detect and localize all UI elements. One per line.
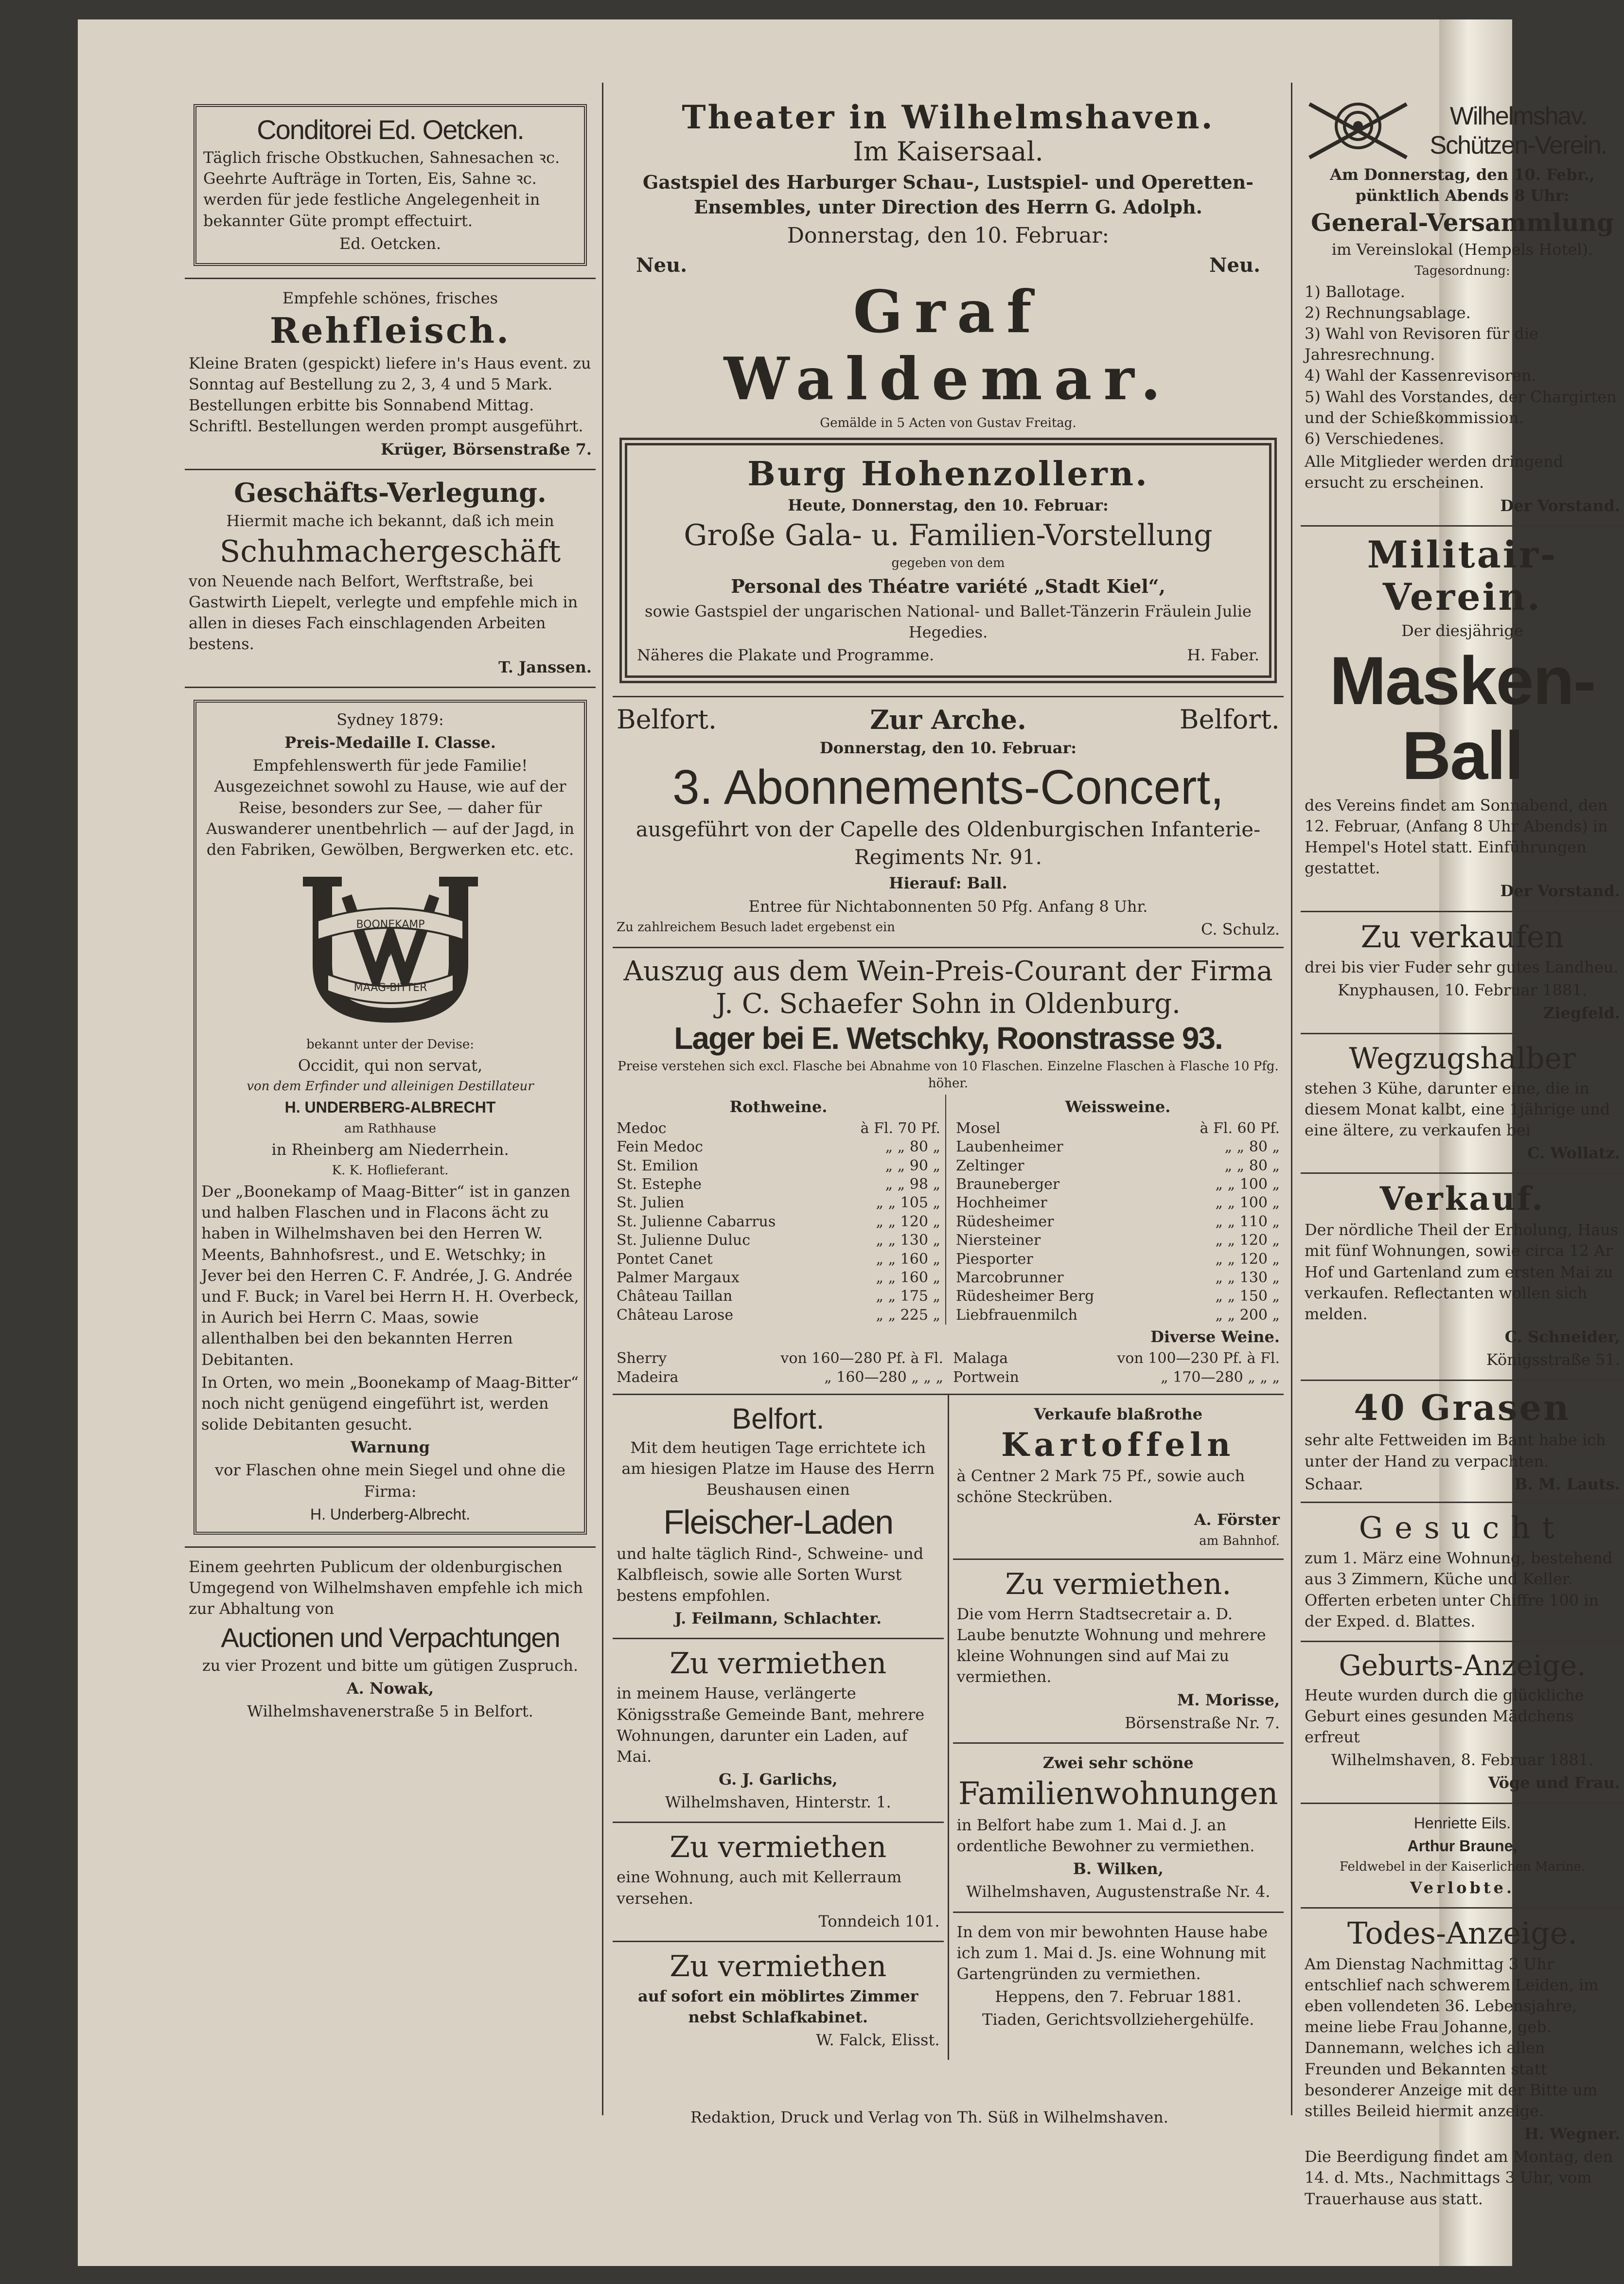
ad-motto: Occidit, qui non servat, bbox=[298, 1056, 483, 1075]
ad-geburt bbox=[1301, 1642, 1624, 1804]
wine-price: „ 170—280 „ „ „ bbox=[1161, 1368, 1280, 1386]
ad-nowak bbox=[185, 1548, 596, 1731]
column-rule bbox=[1291, 83, 1292, 2115]
ad-title: Auctionen und Verpachtungen bbox=[221, 1622, 560, 1653]
ad-line: Hiermit mache ich bekannt, daß ich mein bbox=[226, 511, 554, 530]
wine-row bbox=[956, 1287, 1280, 1306]
ad-title: Militair-Verein. bbox=[1367, 532, 1558, 619]
ad-title: 40 Grasen bbox=[1354, 1386, 1571, 1428]
ad-sign: C. Schneider, bbox=[1504, 1328, 1620, 1346]
ad-invite: Zu zahlreichem Besuch ladet ergebenst ein bbox=[617, 920, 895, 935]
ad-loc: K. K. Hoflieferant. bbox=[332, 1163, 449, 1178]
ad-loc: am Rathhause bbox=[344, 1121, 436, 1136]
ad-body: à Centner 2 Mark 75 Pf., sowie auch schöne Steckrüben. bbox=[956, 1467, 1245, 1506]
ad-familien bbox=[953, 1744, 1284, 1913]
wine-row bbox=[617, 1213, 940, 1231]
ad-date: Heppens, den 7. Februar 1881. bbox=[995, 1987, 1242, 2006]
list-head: Diverse Weine. bbox=[1150, 1328, 1280, 1346]
ad-sign: Vöge und Frau. bbox=[1488, 1773, 1620, 1792]
ad-title: Verkauf. bbox=[1379, 1180, 1545, 1218]
ad-title: Familienwohnungen bbox=[958, 1776, 1278, 1812]
ad-intro: Verkaufe blaßrothe bbox=[1034, 1405, 1203, 1424]
ad-play: Graf Waldemar. bbox=[724, 277, 1173, 413]
ad-title: Rehfleisch. bbox=[269, 310, 511, 352]
ad-title: Theater in Wilhelmshaven. bbox=[682, 98, 1215, 136]
ad-sign: G. J. Garlichs, bbox=[718, 1770, 838, 1789]
wine-row bbox=[617, 1194, 940, 1212]
ad-title: Zu vermiethen bbox=[670, 1949, 887, 1984]
wine-row bbox=[617, 1138, 940, 1156]
ad-verkauf bbox=[1301, 1174, 1624, 1381]
wine-row bbox=[956, 1213, 1280, 1231]
wine-price: „ „ 80 „ bbox=[1224, 1157, 1280, 1174]
wine-price: „ „ 120 „ bbox=[876, 1213, 940, 1230]
agenda-item: 3) Wahl von Revisoren für die Jahresrechnung. bbox=[1305, 324, 1538, 364]
wine-name: St. Julienne Duluc bbox=[617, 1232, 750, 1249]
wine-price: „ „ 80 „ bbox=[1224, 1138, 1280, 1156]
ad-title: Fleischer-Laden bbox=[663, 1503, 893, 1541]
ad-desc: Gemälde in 5 Acten von Gustav Freitag. bbox=[820, 415, 1077, 430]
ad-agenda: Tagesordnung: bbox=[1414, 263, 1510, 278]
agenda-item: 6) Verschiedenes. bbox=[1305, 429, 1445, 448]
wine-price: von 100—230 Pf. à Fl. bbox=[1117, 1350, 1280, 1367]
ad-sign: B. Wilken, bbox=[1073, 1859, 1164, 1878]
ad-sign: Der Vorstand. bbox=[1500, 496, 1620, 515]
ad-sub: Der diesjährige bbox=[1401, 621, 1523, 640]
ad-place: Knyphausen, 10. Februar 1881. bbox=[1338, 981, 1587, 1000]
ad-head: Sydney 1879: bbox=[336, 710, 444, 729]
ad-big: Schuhmachergeschäft bbox=[219, 533, 561, 569]
ad-gesucht bbox=[1301, 1503, 1624, 1642]
column-2 bbox=[613, 92, 1284, 2120]
wine-row bbox=[617, 1349, 943, 1368]
ad-title: Todes-Anzeige. bbox=[1347, 1915, 1577, 1951]
ad-sign: Tiaden, Gerichtsvollziehergehülfe. bbox=[982, 2010, 1254, 2029]
ad-schuetzen bbox=[1301, 92, 1624, 527]
wine-row bbox=[617, 1269, 940, 1287]
ad-neu: Neu. bbox=[636, 253, 688, 277]
wine-row bbox=[617, 1306, 940, 1325]
ad-warn: Warnung bbox=[351, 1438, 430, 1457]
wine-name: St. Estephe bbox=[617, 1175, 702, 1193]
lower-column-2 bbox=[613, 1395, 1284, 2060]
logo-band: OF bbox=[383, 948, 397, 960]
ad-intro: Zwei sehr schöne bbox=[1042, 1753, 1194, 1772]
ad-note: Preise verstehen sich excl. Flasche bei Abnahme von 10 Flaschen. Einzelne Flaschen à Flasche 10 Pfg. höher. bbox=[618, 1059, 1279, 1091]
ad-show: Große Gala- u. Familien-Vorstellung bbox=[684, 518, 1213, 553]
wine-price: „ „ 100 „ bbox=[1215, 1194, 1280, 1212]
ad-sign: J. Feilmann, Schlachter. bbox=[674, 1609, 882, 1628]
ad-entry: Entree für Nichtabonnenten 50 Pfg. Anfang 8 Uhr. bbox=[748, 897, 1148, 916]
ad-title: Geburts-Anzeige. bbox=[1339, 1649, 1586, 1682]
ad-addr: Tonndeich 101. bbox=[818, 1912, 940, 1930]
ad-by: gegeben von dem bbox=[891, 556, 1005, 571]
ad-body: in meinem Hause, verlängerte Königsstraße Gemeinde Bant, mehrere Wohnungen, darunter ein Laden, auf Mai. bbox=[617, 1684, 925, 1766]
ad-title: Zu vermiethen bbox=[670, 1647, 887, 1681]
ad-concert: 3. Abonnements-Concert, bbox=[672, 760, 1224, 815]
ad-fleischer bbox=[613, 1395, 944, 1639]
agenda-item: 2) Rechnungsablage. bbox=[1305, 303, 1471, 322]
ad-addr: Börsenstraße Nr. 7. bbox=[1125, 1713, 1280, 1732]
wine-price: „ „ 100 „ bbox=[1215, 1175, 1280, 1193]
wine-name: Laubenheimer bbox=[956, 1138, 1063, 1156]
wine-price: „ „ 120 „ bbox=[1215, 1232, 1280, 1249]
ad-title: Gesucht bbox=[1359, 1509, 1566, 1545]
wine-row bbox=[956, 1250, 1280, 1269]
ad-body: In Orten, wo mein „Boonekamp of Maag-Bitter“ noch nicht genügend eingeführt ist, werden solide Debitanten gesucht. bbox=[201, 1373, 579, 1434]
ad-wein bbox=[613, 948, 1284, 1395]
ad-body: eine Wohnung, auch mit Kellerraum versehen. bbox=[617, 1868, 902, 1908]
ad-sub: von dem Erfinder und alleinigen Destillateur bbox=[247, 1079, 534, 1094]
ad-body: Empfehlenswerth für jede Familie! Ausgezeichnet sowohl zu Hause, wie auf der Reise, besonders zur See, — daher für Auswanderer unentbehrlich — auf der Jagd, in den Fabriken, Gewölben, Bergwerken etc. etc. bbox=[206, 756, 575, 859]
ad-loc: im Vereinslokal (Hempels Hotel). bbox=[1331, 240, 1593, 259]
wine-price: „ „ 160 „ bbox=[876, 1250, 940, 1268]
wine-price: „ „ 80 „ bbox=[885, 1138, 940, 1156]
wine-price: „ „ 120 „ bbox=[1215, 1250, 1280, 1268]
ad-heppens bbox=[953, 1913, 1284, 2039]
ad-intro: Einem geehrten Publicum der oldenburgischen Umgegend von Wilhelmshaven empfehle ich mich zur Abhaltung von bbox=[189, 1558, 583, 1618]
wine-row bbox=[617, 1368, 943, 1387]
wine-row bbox=[956, 1119, 1280, 1138]
wine-name: Sherry bbox=[617, 1350, 667, 1367]
wine-name: Château Larose bbox=[617, 1306, 734, 1324]
ad-title: Burg Hohenzollern. bbox=[747, 454, 1149, 494]
wine-row bbox=[956, 1194, 1280, 1212]
ad-addr: Wilhelmshavenerstraße 5 in Belfort. bbox=[247, 1701, 533, 1720]
wine-price: „ „ 225 „ bbox=[876, 1306, 940, 1324]
ad-todes bbox=[1301, 1909, 1624, 2218]
newspaper-page bbox=[78, 19, 1620, 2266]
ad-title: Wegzugshalber bbox=[1349, 1041, 1576, 1076]
ad-title: Auszug aus dem Wein-Preis-Courant der Firma J. C. Schaefer Sohn in Oldenburg. bbox=[623, 956, 1273, 1020]
agenda-item: 1) Ballotage. bbox=[1305, 282, 1405, 301]
ad-title: Zu vermiethen bbox=[670, 1830, 887, 1865]
ad-note: Alle Mitglieder werden dringend ersucht zu erscheinen. bbox=[1305, 452, 1564, 492]
wine-name: Medoc bbox=[617, 1119, 667, 1137]
ad-place: Belfort. bbox=[732, 1402, 825, 1435]
ad-title: Zu verkaufen bbox=[1360, 919, 1564, 955]
ad-body: sehr alte Fettweiden im Bant habe ich unter der Hand zu verpachten. bbox=[1305, 1431, 1606, 1470]
wine-price: „ „ 160 „ bbox=[876, 1269, 940, 1286]
wine-name: Rüdesheimer Berg bbox=[956, 1288, 1094, 1305]
ad-body: stehen 3 Kühe, darunter eine, die in diesem Monat kalbt, eine 1jährige und eine ältere, zu verkaufen bei bbox=[1305, 1079, 1610, 1139]
wine-name: Piesporter bbox=[956, 1250, 1033, 1268]
crossed-rifles-icon bbox=[1305, 99, 1412, 162]
boonekamp-logo bbox=[288, 867, 493, 1027]
wine-name: Rüdesheimer bbox=[956, 1213, 1054, 1230]
ad-sign: Der Vorstand. bbox=[1500, 882, 1620, 901]
wine-price: „ 160—280 „ „ „ bbox=[824, 1368, 943, 1386]
wine-row bbox=[617, 1287, 940, 1306]
wine-name: Hochheimer bbox=[956, 1194, 1047, 1212]
wine-price: „ „ 150 „ bbox=[1215, 1288, 1280, 1305]
ad-sign: H. Faber. bbox=[1187, 645, 1259, 664]
ad-vermiethen-3 bbox=[613, 1942, 944, 2060]
ad-addr: Wilhelmshaven, Augustenstraße Nr. 4. bbox=[966, 1882, 1271, 1901]
ad-theater bbox=[613, 92, 1284, 697]
ad-sign: T. Janssen. bbox=[498, 657, 592, 676]
wine-name: Madeira bbox=[617, 1368, 679, 1386]
ad-burg bbox=[619, 438, 1277, 683]
agenda-item: 5) Wahl des Vorstandes, der Chargirten und der Schießkommission. bbox=[1305, 387, 1617, 427]
wine-name: Château Taillan bbox=[617, 1288, 733, 1305]
ad-body: Heute wurden durch die glückliche Geburt eines gesunden Mädchens erfreut bbox=[1305, 1685, 1584, 1746]
ad-place: Belfort. bbox=[1179, 704, 1280, 735]
wine-name: St. Julien bbox=[617, 1194, 685, 1212]
ad-name: Henriette Eils. bbox=[1413, 1814, 1511, 1832]
ad-boonekamp bbox=[185, 688, 596, 1548]
wine-name: St. Emilion bbox=[617, 1157, 699, 1174]
wine-name: Portwein bbox=[953, 1368, 1019, 1386]
ad-body: Mit dem heutigen Tage errichtete ich am hiesigen Platze im Hause des Herrn Beushausen einen bbox=[621, 1438, 935, 1499]
ad-body: Gastspiel des Harburger Schau-, Lustspiel- und Operetten-Ensembles, unter Direction des Herrn G. Adolph. bbox=[642, 171, 1254, 218]
ad-body: zum 1. März eine Wohnung, bestehend aus 3 Zimmern, Küche und Keller. Offerten erbeten unter Chiffre 100 in der Exped. d. Blattes. bbox=[1305, 1549, 1613, 1630]
ad-body: In dem von mir bewohnten Hause habe ich zum 1. Mai d. Js. eine Wohnung mit Gartengründen zu vermiethen. bbox=[956, 1922, 1268, 1983]
ad-lager: Lager bei E. Wetschky, Roonstrasse 93. bbox=[674, 1021, 1222, 1056]
ad-body: in Belfort habe zum 1. Mai d. J. an ordentliche Bewohner zu vermiethen. bbox=[956, 1815, 1255, 1856]
ad-troupe: Personal des Théatre variété „Stadt Kiel“, bbox=[731, 575, 1165, 598]
ad-title: Zu vermiethen. bbox=[1005, 1567, 1232, 1601]
wine-row bbox=[953, 1349, 1280, 1368]
list-head: Weissweine. bbox=[1065, 1097, 1171, 1116]
wine-price: „ „ 110 „ bbox=[1215, 1213, 1280, 1230]
ad-vermiethen-4 bbox=[953, 1560, 1284, 1744]
ad-title: Zur Arche. bbox=[870, 704, 1026, 736]
wine-row bbox=[956, 1306, 1280, 1325]
ad-head: Preis-Medaille I. Classe. bbox=[284, 733, 496, 752]
wine-row bbox=[617, 1231, 940, 1250]
ad-note: Die Beerdigung findet am Montag, den 14. d. Mts., Nachmittags 3 Uhr, vom Trauerhause aus statt. bbox=[1305, 2147, 1613, 2208]
misc-wine-list bbox=[617, 1349, 1280, 1387]
ad-title: Wilhelmshav. bbox=[1449, 102, 1587, 130]
ad-sign: A. Nowak, bbox=[346, 1679, 434, 1698]
ad-body: Die vom Herrn Stadtsecretair a. D. Laube benutzte Wohnung und mehrere kleine Wohnungen sind auf Mai zu vermiethen. bbox=[956, 1604, 1266, 1686]
wine-name: Fein Medoc bbox=[617, 1138, 703, 1156]
ad-big: Masken-Ball bbox=[1329, 642, 1595, 794]
wine-row bbox=[956, 1157, 1280, 1175]
ad-sub: Im Kaisersaal. bbox=[853, 136, 1043, 167]
column-3 bbox=[1301, 92, 1624, 2208]
ad-addr: am Bahnhof. bbox=[1199, 1533, 1280, 1548]
wine-row bbox=[953, 1368, 1280, 1387]
ad-sign: C. Schulz. bbox=[1200, 920, 1280, 938]
ad-sign: C. Wollatz. bbox=[1527, 1144, 1620, 1163]
ad-vermiethen-2 bbox=[613, 1823, 944, 1942]
ad-body: Täglich frische Obstkuchen, Sahnesachen ꝛc. Geehrte Aufträge in Torten, Eis, Sahne ꝛc. werden für jede festliche Angelegenheit in bekannter Güte prompt effectuirt. bbox=[203, 148, 560, 230]
ad-title: Geschäfts-Verlegung. bbox=[234, 477, 547, 508]
ad-date: Wilhelmshaven, 8. Februar 1881. bbox=[1331, 1751, 1594, 1770]
ad-head: General-Versammlung bbox=[1311, 208, 1614, 237]
logo-band: BOONEKAMP bbox=[355, 919, 425, 931]
wine-price: „ „ 105 „ bbox=[876, 1194, 940, 1212]
white-wine-list bbox=[956, 1095, 1280, 1325]
column-rule bbox=[602, 83, 603, 2115]
wine-name: Brauneberger bbox=[956, 1175, 1060, 1193]
ad-sign: A. Förster bbox=[1194, 1510, 1280, 1529]
ad-intro: Empfehle schönes, frisches bbox=[282, 288, 498, 307]
ad-date: Am Donnerstag, den 10. Febr., pünktlich Abends 8 Uhr: bbox=[1330, 165, 1595, 205]
ad-sign: Krüger, Börsenstraße 7. bbox=[381, 440, 592, 459]
ad-body: und halte täglich Rind-, Schweine- und Kalbfleisch, sowie alle Sorten Wurst bestens empfohlen. bbox=[617, 1544, 924, 1605]
wine-price: à Fl. 70 Pf. bbox=[860, 1119, 940, 1137]
ad-date: Donnerstag, den 10. Februar: bbox=[787, 223, 1110, 248]
ad-by: ausgeführt von der Capelle des Oldenburgischen Infanterie-Regiments Nr. 91. bbox=[635, 817, 1261, 869]
wine-price: „ „ 130 „ bbox=[1215, 1269, 1280, 1286]
wine-row bbox=[956, 1231, 1280, 1250]
ad-sign: M. Morisse, bbox=[1177, 1690, 1280, 1709]
wine-price: „ „ 90 „ bbox=[885, 1157, 940, 1174]
wine-name: Niersteiner bbox=[956, 1232, 1041, 1249]
ad-name: Arthur Braune, bbox=[1407, 1837, 1518, 1855]
wine-name: Malaga bbox=[953, 1350, 1008, 1367]
ad-sign: Ziegfeld. bbox=[1543, 1004, 1620, 1023]
ad-body: Am Dienstag Nachmittag 3 Uhr entschlief nach schwerem Leiden, im eben vollendeten 36. Lebensjahre, meine liebe Frau Johanne, geb. Dannemann, welches ich allen Freunden und Bekannten statt besonderer Anzeige mit der Bitte um stilles Beileid hiermit anzeige. bbox=[1305, 1954, 1599, 2120]
ad-role: Feldwebel in der Kaiserlichen Marine. bbox=[1339, 1859, 1586, 1874]
ad-body: des Vereins findet am Sonnabend, den 12. Februar, (Anfang 8 Uhr Abends) in Hempel's Hotel statt. Einführungen gestattet. bbox=[1305, 796, 1608, 878]
ad-body: Kleine Braten (gespickt) liefere in's Haus event. zu Sonntag auf Bestellung zu 2, 3, 4 und 5 Mark. Bestellungen erbitte bis Sonnabend Mittag. Schriftl. Bestellungen werden prompt ausgeführt. bbox=[189, 354, 591, 436]
wine-name: Marcobrunner bbox=[956, 1269, 1064, 1286]
ad-date: Donnerstag, den 10. Februar: bbox=[819, 738, 1077, 757]
list-head: Rothweine. bbox=[729, 1097, 828, 1116]
ad-oetcken bbox=[185, 92, 596, 279]
ad-place: Belfort. bbox=[617, 704, 717, 735]
wine-name: Pontet Canet bbox=[617, 1250, 713, 1268]
wine-price: à Fl. 60 Pf. bbox=[1200, 1119, 1280, 1137]
ad-guest: sowie Gastspiel der ungarischen National- und Ballet-Tänzerin Fräulein Julie Hegedies. bbox=[645, 602, 1252, 641]
wine-price: von 160—280 Pf. à Fl. bbox=[780, 1350, 943, 1367]
wine-row bbox=[956, 1269, 1280, 1287]
ad-label: Verlobte. bbox=[1410, 1878, 1515, 1897]
wine-row bbox=[956, 1138, 1280, 1156]
ad-loc: in Rheinberg am Niederrhein. bbox=[271, 1140, 509, 1159]
ad-body: auf sofort ein möblirtes Zimmer nebst Schlafkabinet. bbox=[637, 1987, 918, 2027]
ad-more: Näheres die Plakate und Programme. bbox=[637, 645, 935, 664]
ad-verlegung bbox=[185, 470, 596, 688]
ad-grasen bbox=[1301, 1381, 1624, 1503]
ad-maker: H. UNDERBERG-ALBRECHT bbox=[284, 1098, 496, 1116]
wine-price: „ „ 98 „ bbox=[885, 1175, 940, 1193]
ad-title: Conditorei Ed. Oetcken. bbox=[257, 114, 524, 145]
ad-then: Hierauf: Ball. bbox=[889, 874, 1007, 893]
wine-row bbox=[617, 1119, 940, 1138]
ad-sign: Ed. Oetcken. bbox=[339, 234, 441, 253]
ad-addr: Wilhelmshaven, Hinterstr. 1. bbox=[665, 1793, 891, 1812]
ad-kartoffeln bbox=[953, 1395, 1284, 1560]
ad-date: Heute, Donnerstag, den 10. Februar: bbox=[788, 496, 1109, 514]
red-wine-list bbox=[617, 1095, 946, 1325]
wine-row bbox=[617, 1175, 940, 1194]
ad-title: Kartoffeln bbox=[1001, 1426, 1236, 1464]
logo-band: MAAG-BITTER bbox=[353, 982, 427, 994]
agenda-list bbox=[1305, 282, 1620, 450]
ad-body: zu vier Prozent und bitte um gütigen Zuspruch. bbox=[202, 1656, 579, 1675]
ad-wegzug bbox=[1301, 1034, 1624, 1174]
ad-devise: bekannt unter der Devise: bbox=[306, 1037, 474, 1052]
ad-place: Schaar. bbox=[1305, 1474, 1363, 1493]
ad-addr: Königsstraße 51. bbox=[1486, 1350, 1620, 1369]
imprint: Redaktion, Druck und Verlag von Th. Süß in Wilhelmshaven. bbox=[690, 2108, 1168, 2126]
wine-name: Palmer Margaux bbox=[617, 1269, 740, 1286]
wine-name: Zeltinger bbox=[956, 1157, 1024, 1174]
wine-name: St. Julienne Cabarrus bbox=[617, 1213, 776, 1230]
ad-warn: H. Underberg-Albrecht. bbox=[310, 1505, 471, 1523]
wine-price: „ „ 175 „ bbox=[876, 1288, 940, 1305]
ad-militair bbox=[1301, 527, 1624, 912]
agenda-item: 4) Wahl der Kassenrevisoren. bbox=[1305, 366, 1536, 385]
wine-name: Liebfrauenmilch bbox=[956, 1306, 1077, 1324]
ad-body: Der „Boonekamp of Maag-Bitter“ ist in ganzen und halben Flaschen und in Flacons ächt zu haben in Wilhelmshaven bei den Herren W. Meents, Bahnhofsrest., und E. Wetschky; in Jever bei den Herren C. F. Andrée, J. G. Andrée und F. Buck; in Varel bei Herrn H. H. Overbeck, in Aurich bei Herrn C. Maas, sowie allenthalben bei den bekannten Herren Debitanten. bbox=[201, 1182, 579, 1369]
ad-sign: H. Wegner. bbox=[1524, 2125, 1620, 2143]
column-1 bbox=[185, 92, 596, 2120]
ad-body: von Neuende nach Belfort, Werftstraße, bei Gastwirth Liepelt, verlegte und empfehle mich in allen in dieses Fach einschlagenden Arbeiten bestens. bbox=[189, 571, 578, 654]
wine-price: „ „ 200 „ bbox=[1215, 1306, 1280, 1324]
wine-price: „ „ 130 „ bbox=[876, 1232, 940, 1249]
ad-vermiethen-1 bbox=[613, 1639, 944, 1823]
wine-row bbox=[956, 1175, 1280, 1194]
ad-title: Schützen-Verein. bbox=[1430, 131, 1607, 159]
wine-row bbox=[617, 1250, 940, 1269]
ad-arche bbox=[613, 697, 1284, 948]
wine-row bbox=[617, 1157, 940, 1175]
ad-body: Der nördliche Theil der Erholung, Haus mit fünf Wohnungen, sowie circa 12 Ar Hof und Gartenland zum ersten Mai zu verkaufen. Reflectanten wollen sich melden. bbox=[1305, 1221, 1619, 1323]
ad-body: drei bis vier Fuder sehr gutes Landheu. bbox=[1305, 958, 1619, 977]
ad-sign: W. Falck, Elisst. bbox=[816, 2031, 940, 2050]
wine-name: Mosel bbox=[956, 1119, 1001, 1137]
ad-verlobt bbox=[1301, 1804, 1624, 1909]
ad-warn: vor Flaschen ohne mein Siegel und ohne die Firma: bbox=[215, 1461, 565, 1501]
ad-rehfleisch bbox=[185, 279, 596, 470]
ad-verkaufen bbox=[1301, 912, 1624, 1034]
ad-sign: B. M. Lauts. bbox=[1514, 1474, 1620, 1493]
ad-neu: Neu. bbox=[1209, 253, 1260, 277]
